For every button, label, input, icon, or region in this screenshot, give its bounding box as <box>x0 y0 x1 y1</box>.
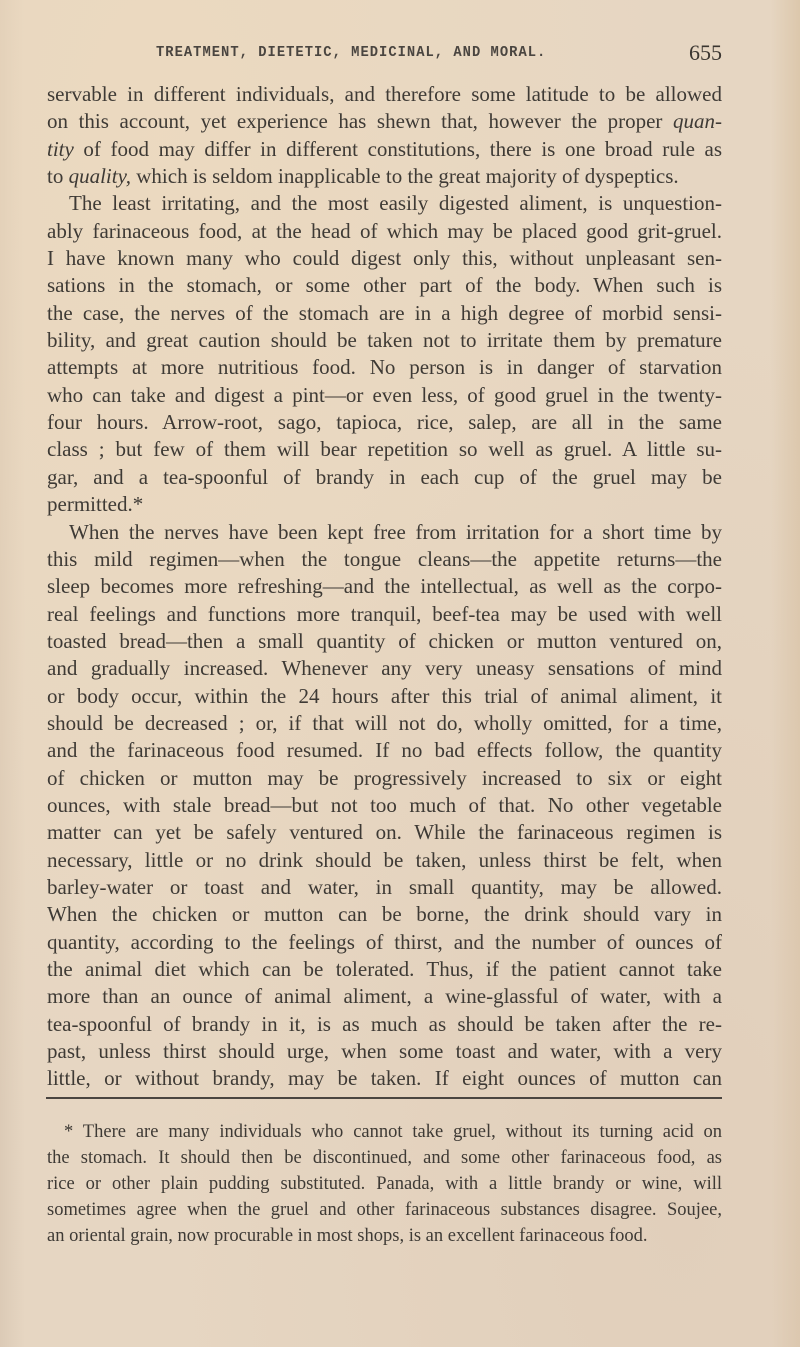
text-line: toasted bread—then a small quantity of chicken or mutton ventured on, <box>47 628 722 653</box>
text-line: When the chicken or mutton can be borne, the drink should vary in <box>47 902 722 927</box>
text-line: barley-water or toast and water, in small quantity, may be allowed. <box>47 874 722 899</box>
footnote-divider <box>46 1097 722 1099</box>
text-line: tity of food may differ in different constitutions, there is one broad rule as <box>47 136 722 161</box>
text-line: attempts at more nutritious food. No person is in danger of starvation <box>47 355 722 380</box>
text-line: The least irritating, and the most easily digested aliment, is unquestion- <box>69 191 722 216</box>
text-line: tea-spoonful of brandy in it, is as much as should be taken after the re- <box>47 1011 722 1036</box>
text-line: of chicken or mutton may be progressively increased to six or eight <box>47 765 722 790</box>
text-line: who can take and digest a pint—or even less, of good gruel in the twenty- <box>47 382 722 407</box>
text-line: gar, and a tea-spoonful of brandy in each cup of the gruel may be <box>47 464 722 489</box>
text-line: the case, the nerves of the stomach are in a high degree of morbid sensi- <box>47 300 722 325</box>
text-line: to quality, which is seldom inapplicable to the great majority of dyspeptics. <box>47 164 679 189</box>
footnote-line: * There are many individuals who cannot take gruel, without its turning acid on <box>64 1122 722 1142</box>
text-line: four hours. Arrow-root, sago, tapioca, rice, salep, are all in the same <box>47 410 722 435</box>
text-line: real feelings and functions more tranquil, beef-tea may be used with well <box>47 601 722 626</box>
text-line: more than an ounce of animal aliment, a wine-glassful of water, with a <box>47 984 722 1009</box>
text-line: past, unless thirst should urge, when some toast and water, with a very <box>47 1039 722 1064</box>
footnote-line: an oriental grain, now procurable in most shops, is an excellent farinaceous food. <box>47 1226 648 1246</box>
text-line: little, or without brandy, may be taken. If eight ounces of mutton can <box>47 1066 722 1091</box>
text-line: I have known many who could digest only this, without unpleasant sen- <box>47 246 722 271</box>
footnote <box>47 1119 722 1249</box>
text-line: quantity, according to the feelings of thirst, and the number of ounces of <box>47 929 722 954</box>
text-line: ably farinaceous food, at the head of which may be placed good grit-gruel. <box>47 218 722 243</box>
footnote-line: the stomach. It should then be discontinued, and some other farinaceous food, as <box>47 1148 722 1168</box>
text-line: class ; but few of them will bear repetition so well as gruel. A little su- <box>47 437 722 462</box>
text-line: and gradually increased. Whenever any very uneasy sensations of mind <box>47 656 722 681</box>
text-line: this mild regimen—when the tongue cleans—the appetite returns—the <box>47 546 722 571</box>
text-line: ounces, with stale bread—but not too much of that. No other vegetable <box>47 792 722 817</box>
text-line: servable in different individuals, and therefore some latitude to be allowed <box>47 82 722 106</box>
page-number: 655 <box>689 40 722 65</box>
text-line: sleep becomes more refreshing—and the intellectual, as well as the corpo- <box>47 574 722 599</box>
footnote-line: rice or other plain pudding substituted. Panada, with a little brandy or wine, will <box>47 1174 722 1194</box>
text-line: When the nerves have been kept free from irritation for a short time by <box>69 519 722 544</box>
text-line: on this account, yet experience has shewn that, however the proper quan- <box>47 109 722 134</box>
text-line: should be decreased ; or, if that will not do, wholly omitted, for a time, <box>47 710 722 735</box>
text-line: and the farinaceous food resumed. If no bad effects follow, the quantity <box>47 738 722 763</box>
text-line: the animal diet which can be tolerated. Thus, if the patient cannot take <box>47 957 722 981</box>
text-line: matter can yet be safely ventured on. While the farinaceous regimen is <box>47 820 722 845</box>
text-line: permitted.* <box>47 492 144 517</box>
footnote-line: sometimes agree when the gruel and other farinaceous substances disagree. Soujee, <box>47 1200 722 1220</box>
text-line: necessary, little or no drink should be taken, unless thirst be felt, when <box>47 847 722 872</box>
body-text <box>47 81 722 1093</box>
running-head <box>156 38 722 68</box>
text-line: sations in the stomach, or some other part of the body. When such is <box>47 273 722 298</box>
text-line: or body occur, within the 24 hours after this trial of animal aliment, it <box>47 683 722 708</box>
text-line: bility, and great caution should be taken not to irritate them by premature <box>47 328 722 353</box>
running-title: TREATMENT, DIETETIC, MEDICINAL, AND MORAL. <box>156 44 547 61</box>
